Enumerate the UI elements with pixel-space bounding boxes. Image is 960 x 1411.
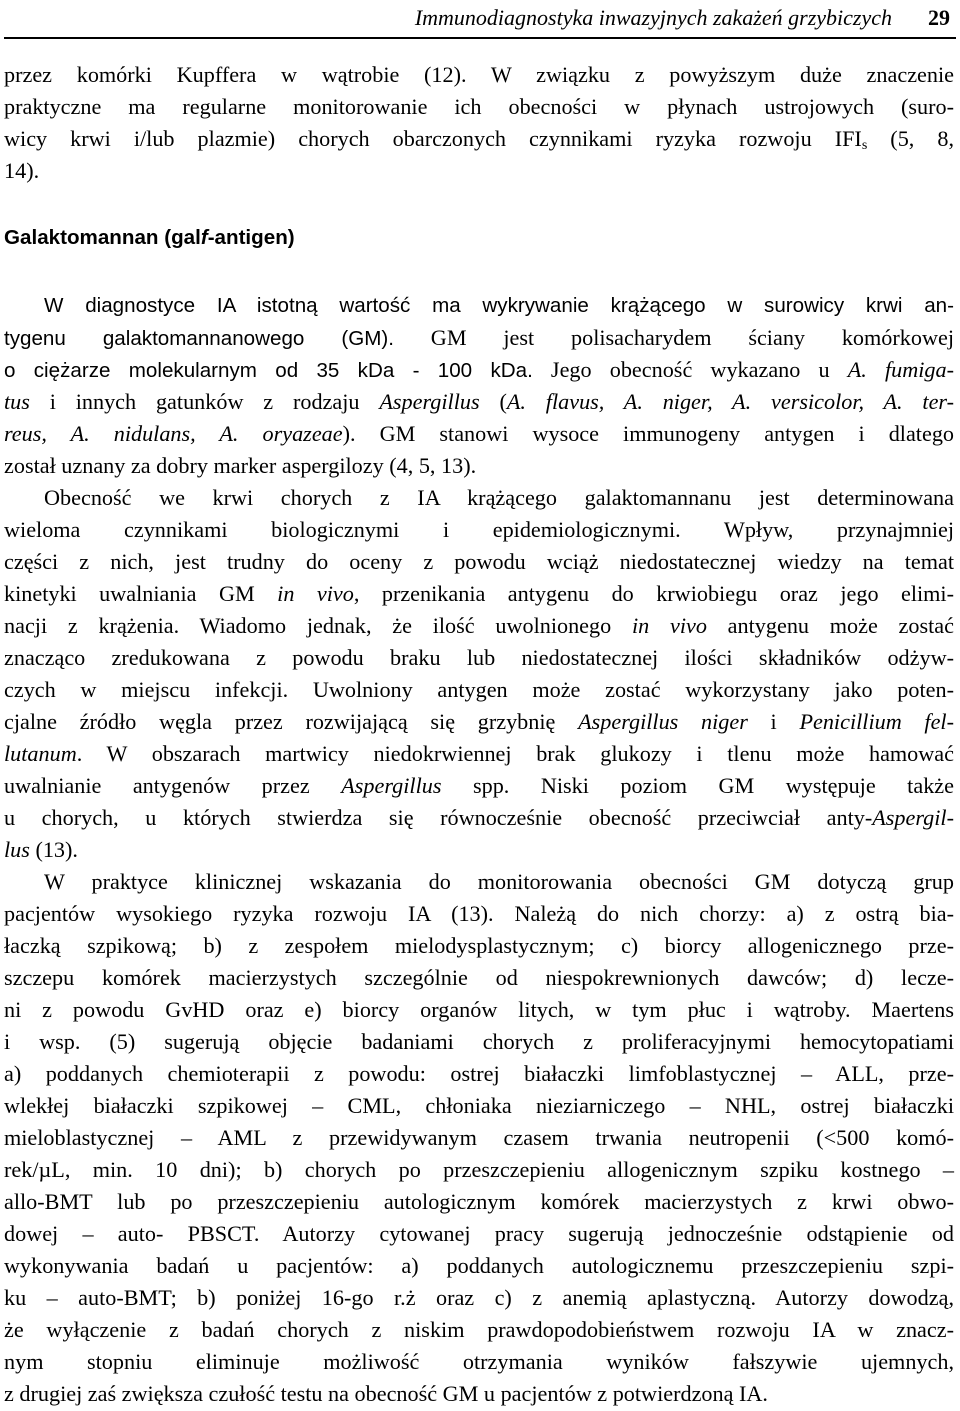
text-run: i: [747, 709, 800, 734]
italic-run: lutanum: [4, 741, 77, 766]
paragraph-line: [4, 1186, 954, 1218]
italic-run: in vivo: [631, 613, 707, 638]
text-run: ). GM stanowi wysoce immunogeny antygen i dlatego: [342, 421, 955, 446]
running-title: Immunodiagnostyka inwazyjnych zakażeń grzybiczych: [414, 5, 892, 30]
text-run: o ciężarze molekularnym od 35 kDa - 100 kDa.: [4, 359, 533, 382]
text-run: antygenu może zostać: [706, 613, 954, 638]
paragraph-line: [4, 59, 954, 91]
text-run: allo-BMT lub po przeszczepieniu autologicznym komórek macierzystych z krwi obwo-: [4, 1189, 954, 1214]
paragraph-line: [4, 514, 954, 546]
subscript: s: [861, 138, 868, 153]
paragraph-line: [4, 674, 954, 706]
italic-run: Aspergillus niger: [578, 709, 748, 734]
paragraph-line: [4, 1218, 954, 1250]
paragraph-line: [4, 1346, 954, 1378]
text-run: a) poddanych chemioterapii z powodu: ostrej białaczki limfoblastycznej – ALL, prze-: [4, 1061, 954, 1086]
text-run: mieloblastycznej – AML z przewidywanym czasem trwania neutropenii (<500 komó-: [4, 1125, 954, 1150]
paragraph-line: [4, 354, 954, 386]
text-run: (5, 8,: [867, 126, 955, 151]
text-run: kinetyki uwalniania GM: [4, 581, 278, 606]
text-run: W diagnostyce IA istotną wartość ma wykrywanie krążącego w surowicy krwi an-: [44, 294, 954, 317]
running-header: [10, 2, 950, 34]
paragraph-line: [4, 418, 954, 450]
italic-run: reus, A. nidulans, A. oryazeae: [4, 421, 343, 446]
heading-text: Galaktomannan (gal: [4, 226, 201, 249]
paragraph-line: [4, 834, 954, 866]
paragraph-line: [4, 1122, 954, 1154]
text-run: Obecność we krwi chorych z IA krążącego galaktomannanu jest determinowana: [44, 485, 954, 510]
paragraph-line: [4, 706, 954, 738]
text-run: (: [479, 389, 507, 414]
paragraph-line: [4, 322, 954, 354]
paragraph-line: [4, 1154, 954, 1186]
text-run: W praktyce klinicznej wskazania do monitorowania obecności GM dotyczą grup: [44, 869, 954, 894]
paragraph-line: [4, 290, 954, 322]
paragraph-line: [4, 898, 954, 930]
text-run: . W obszarach martwicy niedokrwiennej brak glukozy i tlenu może hamować: [76, 741, 954, 766]
text-run: części z nich, jest trudny do oceny z powodu wciąż niedostatecznej wiedzy na temat: [4, 549, 954, 574]
text-run: rek/µL, min. 10 dni); b) chorych po przeszczepieniu allogenicznym szpiku kostnego –: [4, 1157, 954, 1182]
text-run: pacjentów wysokiego ryzyka rozwoju IA (13). Należą do nich chorzy: a) z ostrą bia-: [4, 901, 954, 926]
italic-run: Aspergillus: [379, 389, 480, 414]
italic-run: Aspergillus: [341, 773, 442, 798]
text-run: nacji z krążenia. Wiadomo jednak, że ilość uwolnionego: [4, 613, 632, 638]
paragraph-line: [4, 738, 954, 770]
text-run: 14).: [4, 158, 40, 183]
text-run: GM jest polisacharydem ściany komórkowej: [393, 325, 954, 350]
paragraph-line: [4, 450, 954, 482]
italic-run: Aspergil-: [872, 805, 954, 830]
text-run: czych w miejscu infekcji. Uwolniony antygen może zostać wykorzystany jako poten-: [4, 677, 954, 702]
text-run: znacząco zredukowana z powodu braku lub niedostatecznej ilości składników odżyw-: [4, 645, 954, 670]
paragraph-line: [4, 1282, 954, 1314]
paragraph-line: [4, 1378, 954, 1410]
text-run: dowej – auto- PBSCT. Autorzy cytowanej pracy sugerują jednocześnie odstąpienie od: [4, 1221, 954, 1246]
text-run: nym stopniu eliminuje możliwość otrzymania wyników fałszywie ujemnych,: [4, 1349, 954, 1374]
text-run: łaczką szpikową; b) z zespołem mielodysplastycznym; c) biorcy allogenicznego prze-: [4, 933, 954, 958]
italic-run: in vivo: [277, 581, 354, 606]
text-run: wicy krwi i/lub plazmie) chorych obarczonych czynnikami ryzyka rozwoju IFI: [4, 126, 862, 151]
paragraph-line: [4, 482, 954, 514]
text-run: praktyczne ma regularne monitorowanie ich obecności w płynach ustrojowych (suro-: [4, 94, 954, 119]
text-run: spp. Niski poziom GM występuje także: [441, 773, 954, 798]
page-number: 29: [928, 5, 950, 30]
text-run: wykonywania badań u pacjentów: a) poddanych autologicznemu przeszczepieniu szpi-: [4, 1253, 954, 1278]
paragraph-line: [4, 1250, 954, 1282]
text-run: (13).: [29, 837, 78, 862]
text-run: ku – auto-BMT; b) poniżej 16-go r.ż oraz c) z anemią aplastyczną. Autorzy dowodzą,: [4, 1285, 954, 1310]
paragraph-line: [4, 1314, 954, 1346]
text-run: z drugiej zaś zwiększa czułość testu na obecność GM u pacjentów z potwierdzoną IA.: [4, 1381, 768, 1406]
paragraph-line: [4, 802, 954, 834]
section-heading: [4, 222, 295, 254]
text-run: że wyłączenie z badań chorych z niskim prawdopodobieństwem rozwoju IA w znacz-: [4, 1317, 954, 1342]
paragraph-line: [4, 1026, 954, 1058]
italic-run: A. flavus, A. niger, A. versicolor, A. ter-: [506, 389, 955, 414]
text-run: wlekłej białaczki szpikowej – CML, chłoniaka nieziarniczego – NHL, ostrej białaczki: [4, 1093, 954, 1118]
paragraph-line: [4, 386, 954, 418]
text-run: cjalne źródło węgla przez rozwijającą się grzybnię: [4, 709, 579, 734]
text-run: i wsp. (5) sugerują objęcie badaniami chorych z proliferacyjnymi hemocytopatiami: [4, 1029, 954, 1054]
paragraph-line: [4, 123, 954, 155]
text-run: przez komórki Kupffera w wątrobie (12). W związku z powyższym duże znaczenie: [4, 62, 954, 87]
text-run: ni z powodu GvHD oraz e) biorcy organów litych, w tym płuc i wątroby. Maertens: [4, 997, 954, 1022]
paragraph-line: [4, 91, 954, 123]
header-rule: [4, 37, 956, 39]
paragraph-line: [4, 642, 954, 674]
paragraph-line: [4, 1058, 954, 1090]
paragraph-line: [4, 578, 954, 610]
text-run: Jego obecność wykazano u: [532, 357, 848, 382]
text-run: został uznany za dobry marker aspergilozy (4, 5, 13).: [4, 453, 477, 478]
text-run: , przenikania antygenu do krwiobiegu oraz jego elimi-: [353, 581, 954, 606]
italic-run: lus: [4, 837, 30, 862]
paragraph-line: [4, 994, 954, 1026]
italic-run: A. fumiga-: [847, 357, 954, 382]
paragraph-line: [4, 962, 954, 994]
paragraph-line: [4, 770, 954, 802]
paragraph-line: [4, 155, 954, 187]
italic-run: tus: [4, 389, 30, 414]
text-run: i innych gatunków z rodzaju: [29, 389, 380, 414]
heading-italic: f: [200, 226, 208, 249]
text-run: szczepu komórek macierzystych szczególnie od niespokrewnionych dawców; d) lecze-: [4, 965, 954, 990]
text-run: uwalnianie antygenów przez: [4, 773, 342, 798]
text-run: wieloma czynnikami biologicznymi i epidemiologicznymi. Wpływ, przynajmniej: [4, 517, 954, 542]
paragraph-line: [4, 610, 954, 642]
text-run: u chorych, u których stwierdza się równocześnie obecność przeciwciał anty-: [4, 805, 873, 830]
italic-run: Penicillium fel-: [799, 709, 954, 734]
paragraph-line: [4, 930, 954, 962]
paragraph-line: [4, 546, 954, 578]
text-run: tygenu galaktomannanowego (GM).: [4, 327, 394, 350]
paragraph-line: [4, 1090, 954, 1122]
paragraph-line: [4, 866, 954, 898]
heading-text: -antigen): [207, 226, 295, 249]
